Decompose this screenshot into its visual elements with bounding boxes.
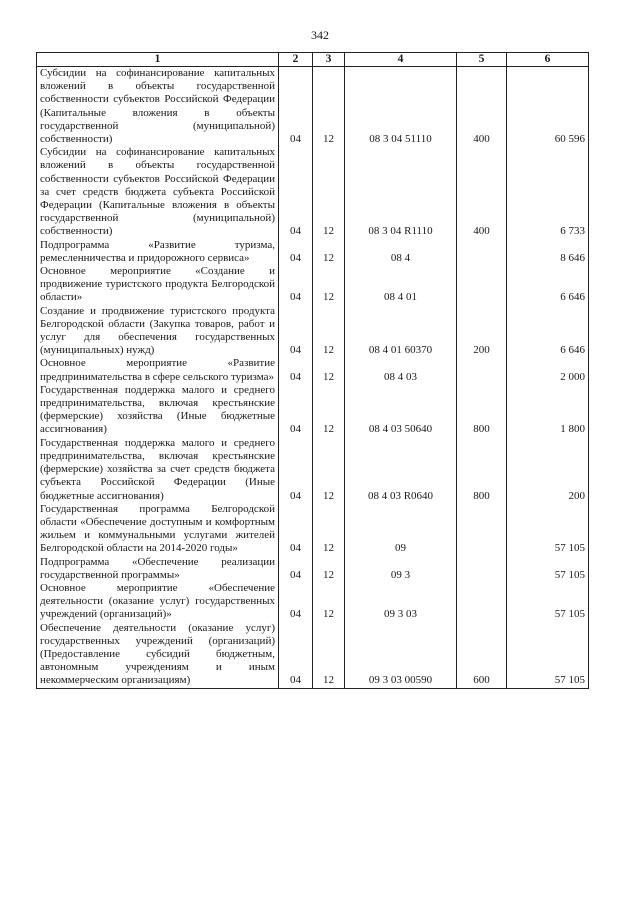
row-section-cell: 04: [279, 305, 313, 358]
table-row: [37, 503, 589, 556]
table-row: [37, 305, 589, 358]
table-row: [37, 384, 589, 437]
row-target-article-cell: 08 4: [345, 239, 457, 265]
table-row: [37, 582, 589, 622]
row-name-cell: Создание и продвижение туристского продукта Белгородской области (Закупка товаров, работ и услуг для обеспечения государственных (муниципальных) нужд): [37, 305, 279, 358]
row-subsection-cell: 12: [313, 67, 345, 147]
row-expense-type-cell: [457, 556, 507, 582]
row-subsection-cell: 12: [313, 305, 345, 358]
row-name-cell: Обеспечение деятельности (оказание услуг) государственных учреждений (организаций) (Предоставление субсидий бюджетным, автономным учреждениям и иным некоммерческим организациям): [37, 622, 279, 689]
row-target-article-cell: 09 3: [345, 556, 457, 582]
row-name-cell: Субсидии на софинансирование капитальных вложений в объекты государственной собственности субъектов Российской Федерации за счет средств бюджета субъекта Российской Федерации (Капитальные вложения в объекты государственной (муниципальной) собственности): [37, 146, 279, 238]
row-section-cell: 04: [279, 556, 313, 582]
table-body: [37, 67, 589, 689]
table-row: [37, 437, 589, 503]
row-expense-type-cell: 400: [457, 146, 507, 238]
row-amount-cell: 1 800: [507, 384, 589, 437]
row-subsection-cell: 12: [313, 265, 345, 305]
row-subsection-cell: 12: [313, 146, 345, 238]
row-expense-type-cell: 800: [457, 437, 507, 503]
page-number: 342: [311, 28, 329, 42]
table-row: [37, 67, 589, 147]
row-target-article-cell: 08 4 03 50640: [345, 384, 457, 437]
row-name-cell: Подпрограмма «Развитие туризма, ремесленничества и придорожного сервиса»: [37, 239, 279, 265]
column-header: 1: [37, 53, 279, 67]
row-target-article-cell: 08 4 01: [345, 265, 457, 305]
row-target-article-cell: 09 3 03: [345, 582, 457, 622]
row-amount-cell: 2 000: [507, 357, 589, 383]
row-target-article-cell: 09: [345, 503, 457, 556]
row-target-article-cell: 08 3 04 R1110: [345, 146, 457, 238]
column-header: 6: [507, 53, 589, 67]
row-target-article-cell: 09 3 03 00590: [345, 622, 457, 689]
row-amount-cell: 57 105: [507, 622, 589, 689]
row-amount-cell: 200: [507, 437, 589, 503]
row-expense-type-cell: 400: [457, 67, 507, 147]
row-section-cell: 04: [279, 239, 313, 265]
row-subsection-cell: 12: [313, 437, 345, 503]
row-expense-type-cell: [457, 357, 507, 383]
row-name-cell: Основное мероприятие «Создание и продвижение туристского продукта Белгородской области»: [37, 265, 279, 305]
table-row: [37, 556, 589, 582]
row-section-cell: 04: [279, 357, 313, 383]
row-target-article-cell: 08 4 03 R0640: [345, 437, 457, 503]
row-subsection-cell: 12: [313, 503, 345, 556]
row-section-cell: 04: [279, 582, 313, 622]
row-subsection-cell: 12: [313, 357, 345, 383]
row-name-cell: Основное мероприятие «Обеспечение деятельности (оказание услуг) государственных учреждений (организаций)»: [37, 582, 279, 622]
row-expense-type-cell: 200: [457, 305, 507, 358]
row-section-cell: 04: [279, 384, 313, 437]
row-expense-type-cell: [457, 239, 507, 265]
row-target-article-cell: 08 4 03: [345, 357, 457, 383]
row-expense-type-cell: [457, 265, 507, 305]
row-subsection-cell: 12: [313, 239, 345, 265]
row-expense-type-cell: [457, 582, 507, 622]
column-header: 2: [279, 53, 313, 67]
row-section-cell: 04: [279, 146, 313, 238]
budget-table: [36, 52, 589, 689]
column-header: 4: [345, 53, 457, 67]
row-expense-type-cell: 600: [457, 622, 507, 689]
row-amount-cell: 6 646: [507, 305, 589, 358]
row-section-cell: 04: [279, 67, 313, 147]
row-section-cell: 04: [279, 437, 313, 503]
row-amount-cell: 6 646: [507, 265, 589, 305]
row-section-cell: 04: [279, 503, 313, 556]
row-amount-cell: 57 105: [507, 582, 589, 622]
row-name-cell: Государственная поддержка малого и среднего предпринимательства, включая крестьянские (фермерские) хозяйства (Иные бюджетные ассигнования): [37, 384, 279, 437]
column-header: 3: [313, 53, 345, 67]
row-section-cell: 04: [279, 622, 313, 689]
table-row: [37, 622, 589, 689]
row-name-cell: Подпрограмма «Обеспечение реализации государственной программы»: [37, 556, 279, 582]
table-row: [37, 357, 589, 383]
column-header: 5: [457, 53, 507, 67]
table-row: [37, 265, 589, 305]
row-amount-cell: 60 596: [507, 67, 589, 147]
row-name-cell: Государственная программа Белгородской области «Обеспечение доступным и комфортным жильем и коммунальными услугами жителей Белгородской области на 2014-2020 годы»: [37, 503, 279, 556]
row-amount-cell: 6 733: [507, 146, 589, 238]
row-name-cell: Субсидии на софинансирование капитальных вложений в объекты государственной собственности субъектов Российской Федерации (Капитальные вложения в объекты государственной (муниципальной) собственности): [37, 67, 279, 147]
row-name-cell: Государственная поддержка малого и среднего предпринимательства, включая крестьянские (фермерские) хозяйства за счет средств бюджета субъекта Российской Федерации (Иные бюджетные ассигнования): [37, 437, 279, 503]
table-row: [37, 239, 589, 265]
row-expense-type-cell: [457, 503, 507, 556]
row-subsection-cell: 12: [313, 622, 345, 689]
row-subsection-cell: 12: [313, 384, 345, 437]
row-expense-type-cell: 800: [457, 384, 507, 437]
row-amount-cell: 57 105: [507, 556, 589, 582]
table-row: [37, 146, 589, 238]
row-name-cell: Основное мероприятие «Развитие предпринимательства в сфере сельского туризма»: [37, 357, 279, 383]
row-section-cell: 04: [279, 265, 313, 305]
row-subsection-cell: 12: [313, 556, 345, 582]
row-amount-cell: 57 105: [507, 503, 589, 556]
row-target-article-cell: 08 4 01 60370: [345, 305, 457, 358]
table-header-row: [37, 53, 589, 67]
row-amount-cell: 8 646: [507, 239, 589, 265]
row-subsection-cell: 12: [313, 582, 345, 622]
row-target-article-cell: 08 3 04 51110: [345, 67, 457, 147]
